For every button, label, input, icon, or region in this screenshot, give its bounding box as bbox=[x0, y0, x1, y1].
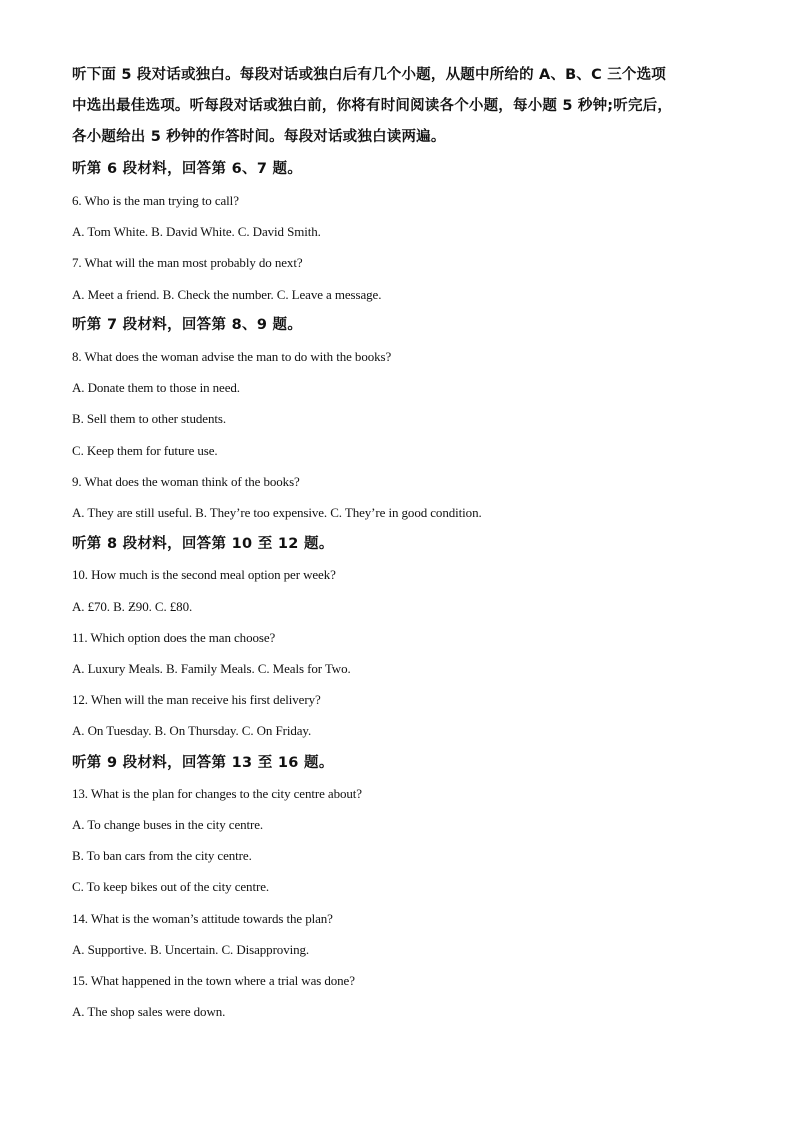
question-7-options: A. Meet a friend. B. Check the number. C. Leave a message. bbox=[72, 287, 382, 302]
section-heading-9: 听第 9 段材料，回答第 13 至 16 题。 bbox=[72, 755, 334, 771]
section-heading-7: 听第 7 段材料，回答第 8、9 题。 bbox=[72, 317, 303, 333]
question-8-option-b: B. Sell them to other students. bbox=[72, 411, 226, 426]
question-7: 7. What will the man most probably do next? bbox=[72, 255, 303, 270]
instructions-line-1: 听下面 5 段对话或独白。每段对话或独白后有几个小题，从题中所给的 A、B、C 三个选项 bbox=[72, 67, 666, 83]
question-6-options: A. Tom White. B. David White. C. David Smith. bbox=[72, 224, 321, 239]
section-heading-8: 听第 8 段材料，回答第 10 至 12 题。 bbox=[72, 536, 334, 552]
question-8: 8. What does the woman advise the man to do with the books? bbox=[72, 349, 392, 364]
question-10: 10. How much is the second meal option per week? bbox=[72, 567, 336, 582]
question-14-options: A. Supportive. B. Uncertain. C. Disapproving. bbox=[72, 942, 310, 957]
question-12: 12. When will the man receive his first delivery? bbox=[72, 692, 321, 707]
question-9: 9. What does the woman think of the books? bbox=[72, 474, 300, 489]
question-11: 11. Which option does the man choose? bbox=[72, 630, 276, 645]
section-heading-6: 听第 6 段材料，回答第 6、7 题。 bbox=[72, 161, 303, 177]
question-15: 15. What happened in the town where a trial was done? bbox=[72, 973, 355, 988]
question-6: 6. Who is the man trying to call? bbox=[72, 193, 239, 208]
question-10-options: A. £70. B. Ƶ90. C. £80. bbox=[72, 599, 193, 614]
question-14: 14. What is the woman’s attitude towards the plan? bbox=[72, 911, 333, 926]
question-15-option-a: A. The shop sales were down. bbox=[72, 1004, 226, 1019]
instructions-line-2: 中选出最佳选项。听每段对话或独白前，你将有时间阅读各个小题，每小题 5 秒钟;听完后， bbox=[72, 98, 673, 114]
question-13: 13. What is the plan for changes to the city centre about? bbox=[72, 786, 362, 801]
question-13-option-c: C. To keep bikes out of the city centre. bbox=[72, 879, 270, 894]
question-8-option-a: A. Donate them to those in need. bbox=[72, 380, 240, 395]
question-13-option-a: A. To change buses in the city centre. bbox=[72, 817, 264, 832]
question-8-option-c: C. Keep them for future use. bbox=[72, 443, 218, 458]
question-9-options: A. They are still useful. B. They’re too expensive. C. They’re in good condition. bbox=[72, 505, 482, 520]
question-13-option-b: B. To ban cars from the city centre. bbox=[72, 848, 252, 863]
instructions-line-3: 各小题给出 5 秒钟的作答时间。每段对话或独白读两遍。 bbox=[72, 129, 446, 145]
question-11-options: A. Luxury Meals. B. Family Meals. C. Meals for Two. bbox=[72, 661, 351, 676]
question-12-options: A. On Tuesday. B. On Thursday. C. On Friday. bbox=[72, 723, 312, 738]
